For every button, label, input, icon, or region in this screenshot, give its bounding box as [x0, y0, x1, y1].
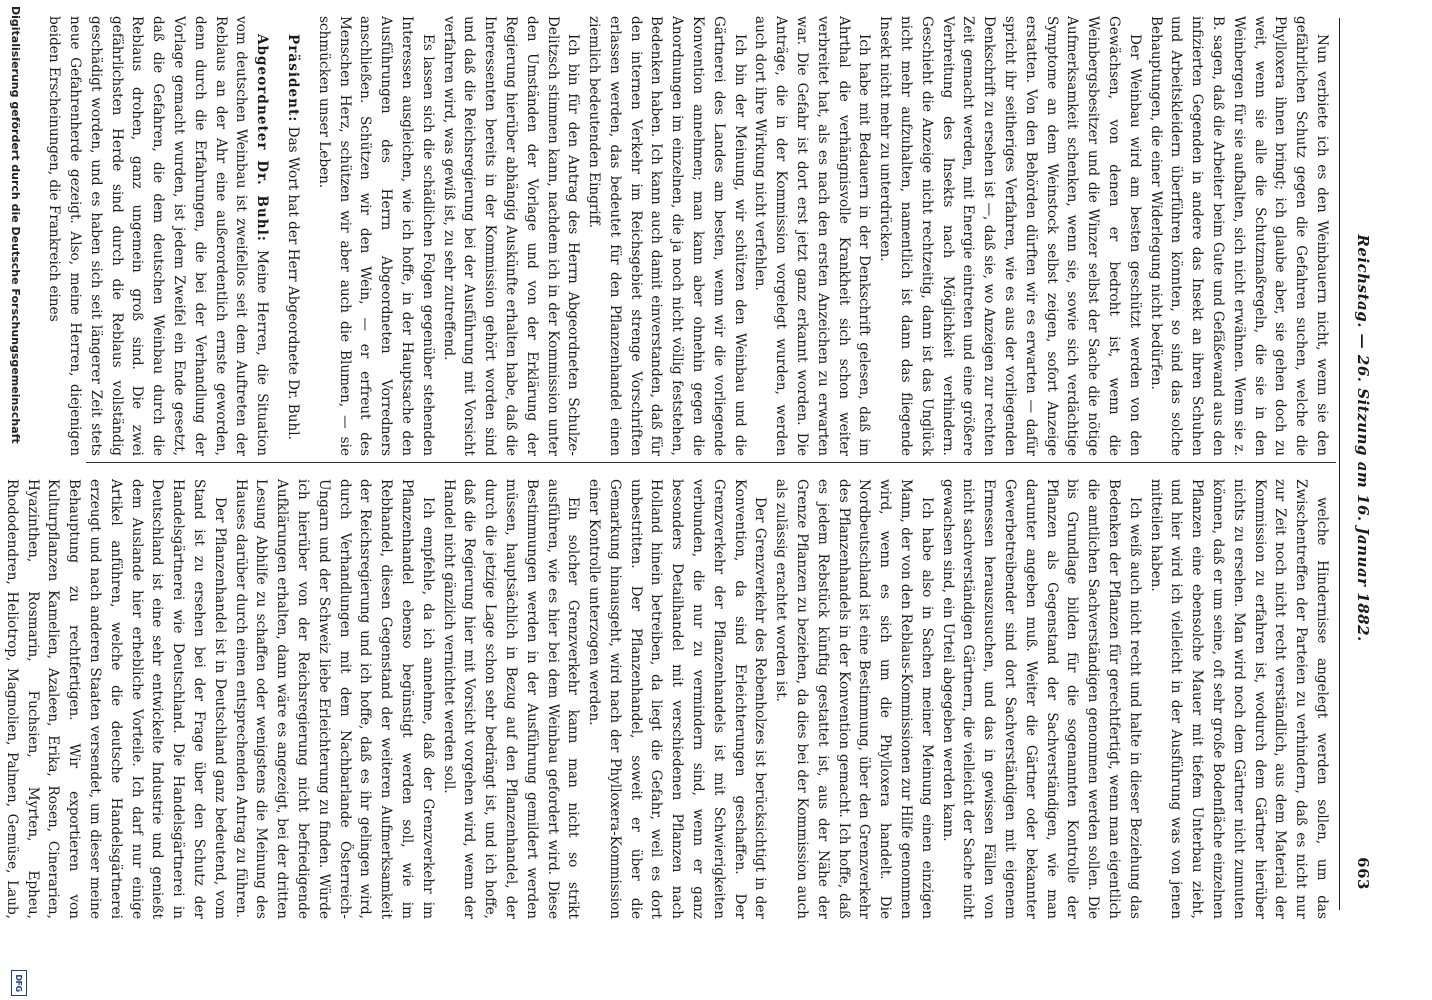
paragraph: Ich bin der Meinung, wir schützen den Weinbau und die Gärtnerei des Landes am besten, wenn wir die vorliegende Konvention annehmen; man kann aber ohnehin gegen die Anordnungen im einzelnen, die ja noch nicht völlig feststehen, Bedenken haben. Ich kann auch damit einverstanden, daß für den internen Verkehr im Reichsgebiet strenge Vorschriften erlassen werden, das bedeutet für den Pflanzenhandel einen ziemlich bedeutenden Eingriff. [586, 16, 748, 456]
right-column [3, 479, 1332, 919]
speech-text: Meine Herren, die Situation vom deutschen Weinbau ist zweifellos seit dem Auftreten der Reblaus an der Ahr eine außerordentlich ernste geworden, denn durch die Erfahrungen, die bei der Verhandlung der Vorlage gemacht wurden, ist jedem Zweifel ein Ende gesetzt, daß die Gefahren, die dem deutschen Weinbau durch die Reblaus drohen, ganz ungemein groß sind. Die zwei gefährlichsten Herde sind durch die Reblaus vollständig geschädigt worden, und es haben sich seit längerer Zeit stets neue Gefahrenherde gezeigt. Also, meine Herren, diejenigen beiden Erscheinungen, die Frankreich eines [46, 16, 271, 456]
header-rule [1339, 18, 1340, 910]
speech-text: Das Wort hat der Herr Abgeordnete Dr. Buhl. [284, 126, 301, 440]
footer-credit: Digitalisierung gefördert durch die Deutsche Forschungsgemeinschaft [9, 6, 23, 444]
left-column [46, 16, 1332, 456]
buhl-paragraph [43, 16, 272, 456]
paragraph: Ich empfehle, da ich annehme, daß der Grenzverkehr im Pflanzenhandel ebenso begünstigt werden soll, wie im Rebhandel, diesen Gegenstand der weiteren Aufmerksamkeit der Reichsregierung und ich hoffe, daß es ihr gelingen wird, durch Verhandlungen mit dem Nachbarlande Österreich-Ungarn und der Schweiz liebe Erleichterung zu finden. Würde ich hierüber von der Reichsregierung nicht befriedigende Aufklärungen erhalten, dann wäre es angezeigt, bei der dritten Lesung Abhilfe zu schaffen oder wenigstens die Meinung des Hauses darüber durch einen entsprechenden Antrag zu führen. [232, 479, 436, 919]
speaker-label: Abgeordneter Dr. Buhl: [254, 34, 271, 242]
paragraph: Ich bin für den Antrag des Herrn Abgeordneten Schulze-Delitzsch stimmen kann, nachdem ich in der Kommission unter den Umständen der Vorlage und von der Erklärung der Regierung hierüber abhängig Auskünfte erhalten habe, daß die Interessenten bereits in der Kommission gehört worden sind und daß die Reichsregierung bei der Ausführung mit Vorsicht verfahren wird, was gewiß ist, zu sehr zutreffend. [440, 16, 582, 456]
paragraph: Der Grenzverkehr des Rebenholzes ist berücksichtigt in der Konvention, da sind Erleichterungen geschaffen. Der Grenzverkehr der Pflanzenhandels ist mit Schwierigkeiten verbunden, die nur zu vermindern sind, wenn er ganz besonders Detailhandel mit verschiedenen Pflanzen nach Holland hinein betreiben, da liegt die Gefahr, weil es dort unbestritten. Der Pflanzenhandel, soweit er über die Gemarkung hinausgeht, wird nach der Phylloxera-Kommission einer Kontrolle unterzogen werden. [586, 479, 769, 919]
paragraph: Ich weiß auch nicht recht und halte in dieser Beziehung das Bedenken der Pflanzen für gerechtfertigt, wenn man eigentlich die amtlichen Sachverständigen genommen werden sollen. Die bis Grundlage bilden für die sogenannten Kontrolle der Pflanzen als Gegenstand der Sachverständigen, wie man darunter angeben muß. Weiter die Gärtner oder bekannter Gewerbetreibender sind dort Sachverständigen mit eigenem Ermessen herauszusuchen, und das in gewissen Fällen von nicht sachverständigen Gärtnern, die vielleicht der Sache nicht gewachsen sind, ein Urteil abgegeben werden kann. [939, 479, 1143, 919]
page-header [1346, 18, 1372, 890]
speaker-label: Präsident: [284, 34, 301, 123]
digitization-footer [4, 0, 28, 1000]
paragraph: Der Pflanzenhandel ist in Deutschland ganz bedeutend, vom Stand ist zu ersehen bei der Frage über den Schutz der Handelsgärtnerei wie Deutschland. Die Handelsgärtnerei in Deutschland ist eine sehr entwickelte Industrie und genießt dem Auslande hier erhebliche Vorteile. Ich darf nur einige Artikel anführen, welche die deutsche Handelsgärtnerei erzeugt und nach anderen Staaten versendet, um dieser meine Behauptung zu rechtfertigen. Wir exportieren von Kulturpflanzen Kamelien, Azaleen, Erika, Rosen, Cinerarien, Hyazinthen, Rosmarin, Fuchsien, Myrten, Epheu, Rhododendren, Heliotrop, Magnolien, Palmen, Gemüse, Laub, [3, 479, 228, 919]
president-line [282, 16, 303, 456]
paragraph: Es lassen sich die schädlichen Folgen gegenüber stehenden Interessen ausgleichen, wie ich hoffe, in der Hauptsache den Ausführungen des Herrn Abgeordneten Vorredners anschließen. Schützen wir den Wein, — er erfreut des Menschen Herz, schützen wir aber auch die Blumen, — sie schmücken unser Leben. [315, 16, 436, 456]
paragraph: Nun verbiete ich es den Weinbauern nicht, wenn sie den gefährlichen Schutz gegen die Gefahren suchen, welche die Phylloxera ihnen bringt; ich glaube aber, sie gehen doch zu weit, wenn sie alle die Schutzmaßregeln, die sie in den Weinbergen für sie aufbalten, sich nicht erwähnen. Wenn sie z. B. sagen, daß die Arbeiter beim Gute und Gefäßewand aus den infizierten Gegenden in andere das Insekt an ihren Schuhen und Arbeitskleidern überführen könnten, so sind das solche Behauptungen, die einer Widerlegung nicht bedürfen. [1147, 16, 1330, 456]
running-title: Reichstag. — 26. Sitzung am 16. Januar 1882. [1354, 234, 1372, 642]
dfg-logo [11, 970, 27, 996]
paragraph: welche Hindernisse angelegt werden sollen, um das Zwischentreffen der Parteien zu verhindern, daß es nicht nur zur Zeit noch nicht recht verständlich, aus dem Material der Kommission zu erfahren ist, wodurch dem Gärtner hierüber nichts zu ersehen. Man wird noch dem Gärtner nicht zumuten können, daß er um seine, oft sehr große Bodenfläche einzelnen Pflanzen eine ebensolche Mauer mit tiefem Unterbau zieht, und hier wird ich vielleicht in der Ausführung was von jenen mitteilen haben. [1147, 479, 1330, 919]
paragraph: Der Weinbau wird am besten geschützt werden von den Gewächsen, von denen er bedroht ist, wenn die Weinbergsbesitzer und die Winzer selbst der Sache die nötige Aufmerksamkeit schenken, wenn sie, sowie sich verdächtige Symptome an dem Weinstock selbst zeigen, sofort Anzeige erstatten. Von den Behörden dürften wir es erwarten — dafür spricht ihr seitheriges Verfahren, wie es aus der vorliegenden Denkschrift zu ersehen ist —, daß sie, wo Anzeigen zur rechten Zeit gemacht werden, mit Energie eintreten und eine größere Verbreitung des Insekts nach Möglichkeit verhindern. Geschieht die Anzeige nicht rechtzeitig, dann ist das Unglück nicht mehr aufzuhalten, namentlich ist dann das fliegende Insekt nicht mehr zu unterdrücken. [877, 16, 1143, 456]
logo-text: DFG [14, 974, 24, 992]
paragraph: Ich habe mit Bedauern in der Denkschrift gelesen, daß im Ahrthal die verhängnisvolle Krankheit sich schon weiter verbreitet hat, als es nach den ersten Anzeichen zu erwarten war. Die Gefahr ist dort erst jetzt ganz erkannt worden. Die Anträge, die in der Kommission vorgelegt wurden, werden auch dort ihre Wirkung nicht verfehlen. [752, 16, 873, 456]
page-number: 663 [1354, 857, 1372, 890]
column-rule [86, 462, 1336, 463]
paragraph: Ich habe also in Sachen meiner Meinung einen einzigen Mann, der von den Reblaus-Kommissionen zur Hilfe genommen wird, wenn es sich um die Phylloxera handelt. Die Nordbeutschland ist eine Bestimmung, über den Grenzverkehr des Pflanzenhandels in der Konvention gemacht. Ich hoffe, daß es jedem Rebstück künftig gestattet ist, aus der Nähe der Grenze Pflanzen zu beziehen, da dies bei der Kommission auch als zulässig erachtet worden ist. [773, 479, 935, 919]
paragraph: Ein solcher Grenzverkehr kann man nicht so strikt ausführen, wie es hier bei dem Weinbau gefordert wird. Diese Bestimmungen werden in der Ausführung gemildert werden müssen, hauptsächlich in Bezug auf den Pflanzenhandel, der durch die jetzige Lage schon sehr bedrängt ist, und ich hoffe, daß die Regierung hier mit Vorsicht vorgehen wird, wenn der Handel nicht gänzlich vernichtet werden soll. [440, 479, 582, 919]
